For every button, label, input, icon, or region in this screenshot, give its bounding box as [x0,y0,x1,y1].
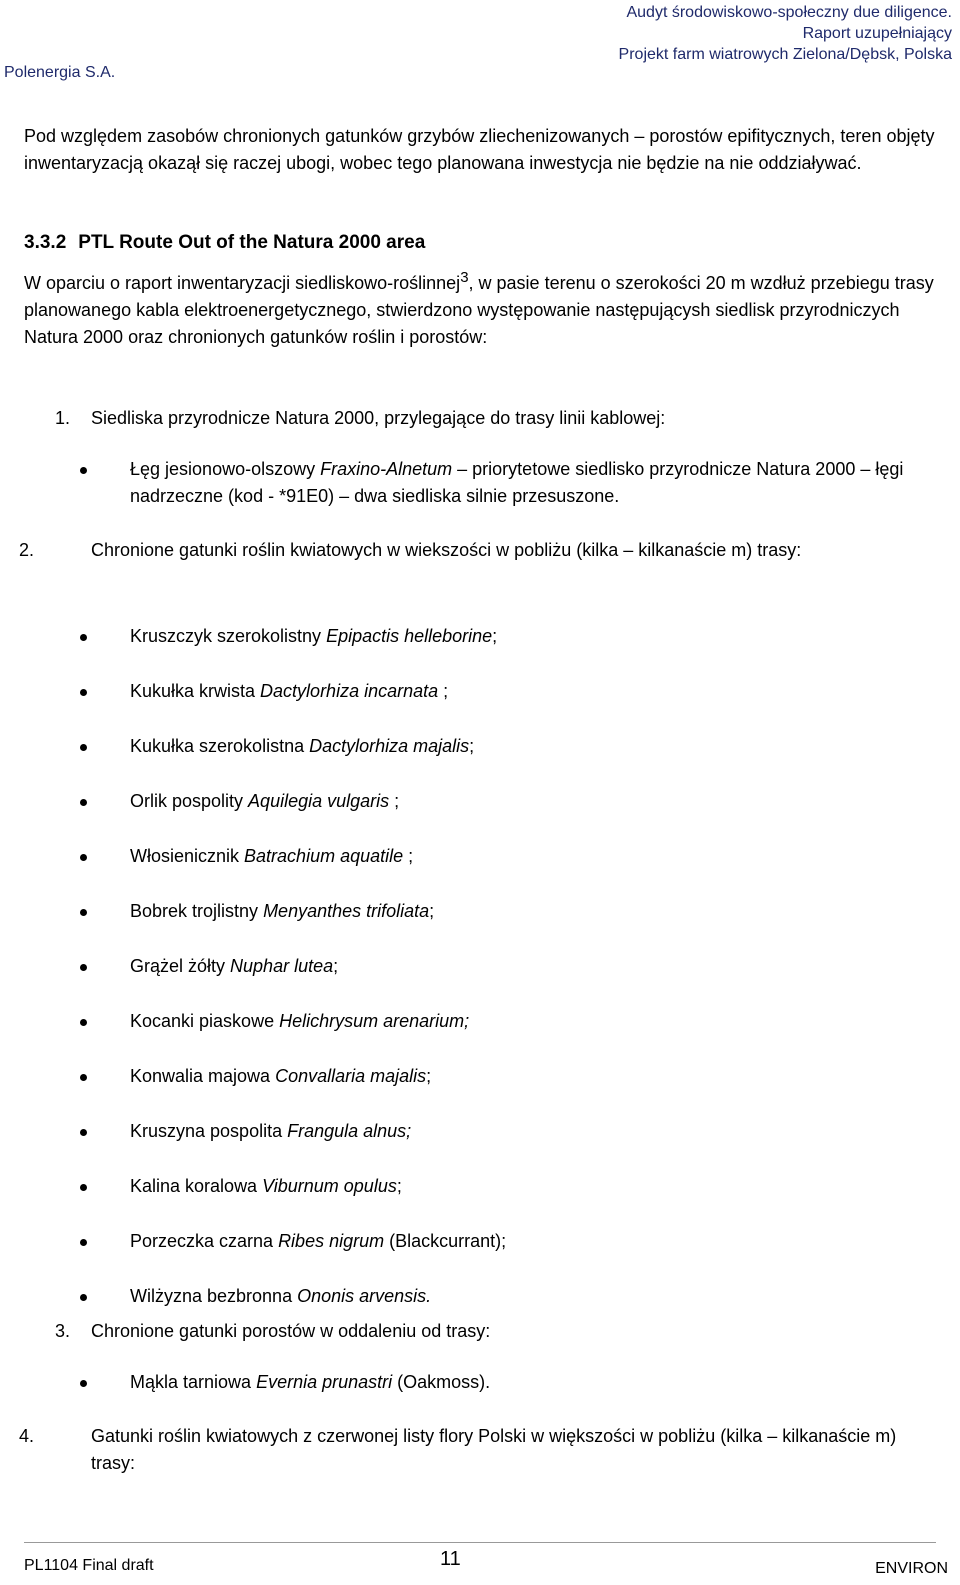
list-text: Gatunki roślin kwiatowych z czerwonej listy flory Polski w większości w pobliżu (kilka – kilkanaście m) trasy: [91,1426,897,1473]
species-latin-name: Helichrysum arenarium; [279,1011,470,1031]
bullet-icon [80,1074,87,1081]
bullet-icon [80,634,87,641]
species-latin-name: Dactylorhiza majalis [309,736,470,756]
lichen-suffix: (Oakmoss). [392,1372,491,1392]
species-text [130,623,930,650]
bullet-icon [80,1239,87,1246]
list-number: 3. [55,1321,71,1341]
list-number: 1. [55,408,71,428]
bullet-icon [80,744,87,751]
bullet-icon [80,854,87,861]
page-number: 11 [440,1548,461,1570]
species-latin-name: Menyanthes trifoliata [263,901,430,921]
bullet-icon [80,799,87,806]
list-number: 2. [19,540,35,560]
section-heading [24,232,437,254]
list-item-4 [19,1423,945,1477]
bullet-icon [80,909,87,916]
species-suffix: ; [396,1176,402,1196]
species-common-name: Orlik pospolity [130,791,249,811]
species-text [130,1228,930,1255]
header-line-3: Projekt farm wiatrowych Zielona/Dębsk, Polska [618,46,952,63]
species-common-name: Kukułka krwista [130,681,261,701]
species-text [130,898,930,925]
species-suffix: ; [333,956,339,976]
species-latin-name: Nuphar lutea [230,956,334,976]
body-text-b: , w pasie terenu o szerokości 20 m wzdłuż przebiegu trasy planowanego kabla elektroenergetycznego, stwierdzono występowanie następującysh siedlisk przyrodniczych Natura 2000 oraz chronionych gatunków roślin i porostów: [24,273,934,347]
list-item-3 [55,1318,945,1345]
bullet-icon [80,1184,87,1191]
lichen-latin: Evernia prunastri [256,1372,393,1392]
intro-paragraph: Pod względem zasobów chronionych gatunków grzybów zliechenizowanych – porostów epifitycznych, teren objęty inwentaryzacją okazął się raczej ubogi, wobec tego planowana inwestycja nie będzie na nie oddziaływać. [24,126,935,173]
species-text [130,678,930,705]
species-common-name: Bobrek trojlistny [130,901,264,921]
species-common-name: Włosienicznik [130,846,245,866]
species-text [130,1008,930,1035]
species-latin-name: Aquilegia vulgaris [248,791,390,811]
body-text-a: W oparciu o raport inwentaryzacji siedliskowo-roślinnej [24,273,461,293]
species-text [130,953,930,980]
species-suffix: ; [492,626,498,646]
species-latin-name: Viburnum opulus [262,1176,397,1196]
species-latin-name: Ononis arvensis. [297,1286,432,1306]
species-suffix: ; [403,846,414,866]
lichen-common: Mąkla tarniowa [130,1372,257,1392]
bullet-icon [80,1129,87,1136]
section-number: 3.3.2 [24,232,67,253]
running-header-left: Polenergia S.A. [4,64,116,81]
species-suffix: ; [438,681,449,701]
species-common-name: Kruszczyk szerokolistny [130,626,327,646]
header-line-1: Audyt środowiskowo-społeczny due diligence. [626,4,952,21]
species-latin-name: Dactylorhiza incarnata [260,681,439,701]
habitat-latin: Fraxino-Alnetum [320,459,453,479]
footer-doc-id: PL1104 Final draft [24,1557,154,1574]
species-latin-name: Frangula alnus; [287,1121,412,1141]
section-title: PTL Route Out of the Natura 2000 area [78,232,426,253]
footnote-ref: 3 [460,269,469,286]
bullet-icon [80,467,87,474]
list-text: Siedliska przyrodnicze Natura 2000, przylegające do trasy linii kablowej: [91,408,666,428]
species-text [130,1283,930,1310]
species-common-name: Kalina koralowa [130,1176,263,1196]
list-text: Chronione gatunki roślin kwiatowych w wiekszości w pobliżu (kilka – kilkanaście m) trasy: [91,540,802,560]
species-common-name: Kruszyna pospolita [130,1121,288,1141]
species-common-name: Kukułka szerokolistna [130,736,310,756]
list-item-2 [19,537,945,564]
bullet-icon [80,689,87,696]
lichen-text [130,1369,930,1396]
species-suffix: (Blackcurrant); [384,1231,507,1251]
species-suffix: ; [426,1066,432,1086]
species-latin-name: Convallaria majalis [275,1066,427,1086]
bullet-icon [80,964,87,971]
species-common-name: Wilżyzna bezbronna [130,1286,298,1306]
list-number: 4. [19,1426,35,1446]
bullet-icon [80,1019,87,1026]
species-text [130,788,930,815]
body-paragraph [24,264,942,351]
species-suffix: ; [469,736,475,756]
running-header-right [392,2,952,65]
species-latin-name: Epipactis helleborine [326,626,493,646]
habitat-text [130,456,930,510]
species-common-name: Porzeczka czarna [130,1231,279,1251]
species-common-name: Grążel żółty [130,956,231,976]
species-text [130,843,930,870]
species-latin-name: Batrachium aquatile [244,846,404,866]
footer-divider [24,1542,936,1543]
habitat-rest: – priorytetowe siedlisko przyrodnicze Natura 2000 – łęgi nadrzeczne (kod - *91E0) – dwa siedliska silnie przesuszone. [130,459,904,506]
species-latin-name: Ribes nigrum [278,1231,385,1251]
header-line-2: Raport uzupełniający [802,25,952,42]
species-suffix: ; [429,901,435,921]
list-item-1 [55,405,945,432]
species-common-name: Konwalia majowa [130,1066,276,1086]
footer-company: ENVIRON [875,1560,948,1577]
species-text [130,1118,930,1145]
list-text: Chronione gatunki porostów w oddaleniu od trasy: [91,1321,491,1341]
species-common-name: Kocanki piaskowe [130,1011,280,1031]
species-text [130,733,930,760]
species-suffix: ; [389,791,400,811]
species-text [130,1063,930,1090]
bullet-icon [80,1294,87,1301]
bullet-icon [80,1380,87,1387]
species-text [130,1173,930,1200]
habitat-common: Łęg jesionowo-olszowy [130,459,321,479]
